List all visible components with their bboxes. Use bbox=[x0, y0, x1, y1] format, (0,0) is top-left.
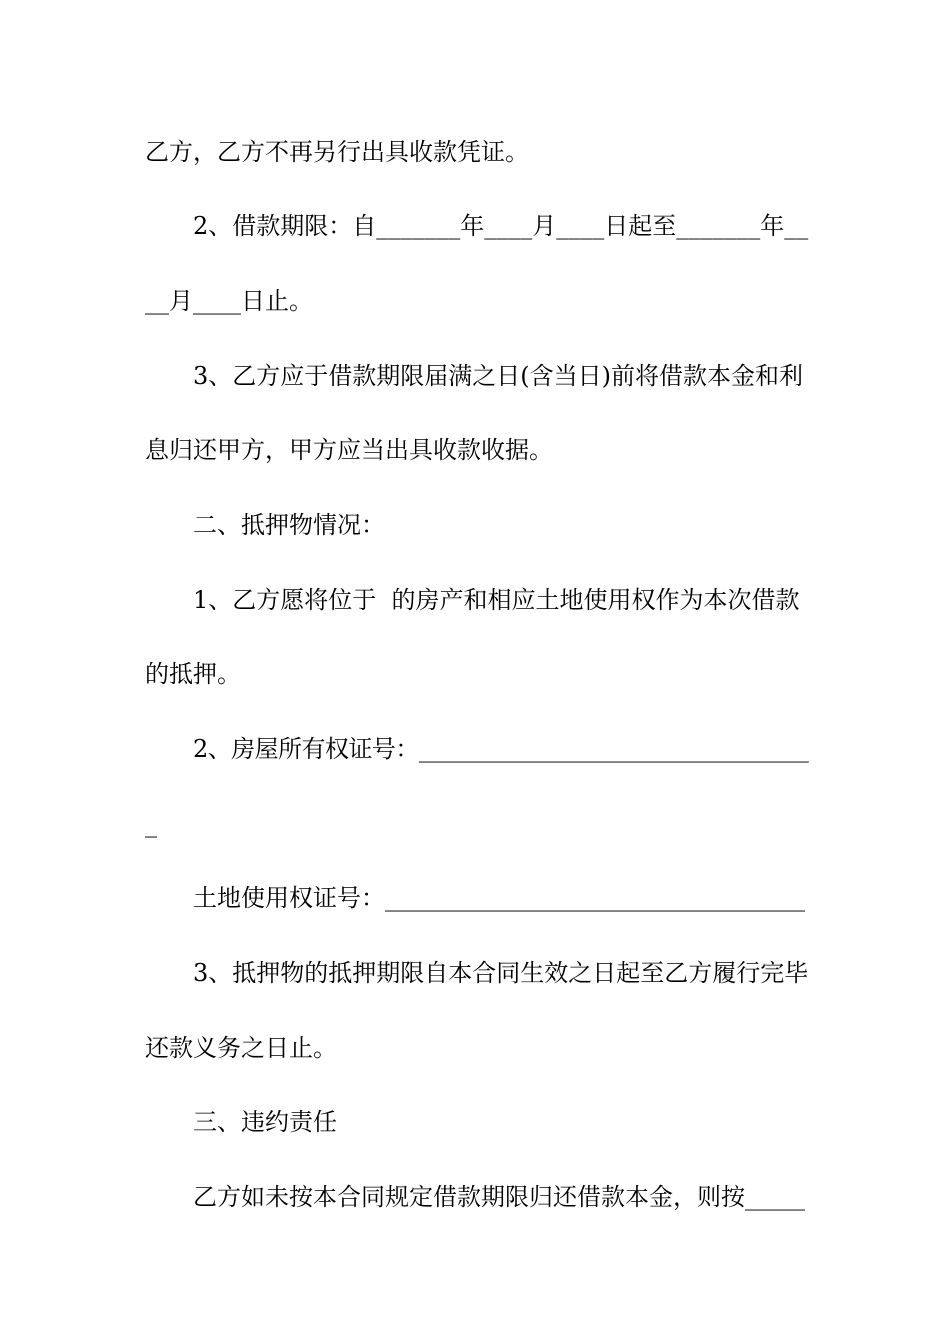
text-line: 2、借款期限：自_______年____月____日起至_______年__ bbox=[193, 212, 809, 240]
text-line: 土地使用权证号：___________________________________ bbox=[193, 884, 805, 912]
text-line: 3、抵押物的抵押期限自本合同生效之日起至乙方履行完毕 bbox=[193, 959, 809, 987]
text-line: 2、房屋所有权证号：__________________________________ bbox=[193, 735, 809, 763]
text-line: 乙方如未按本合同规定借款期限归还借款本金，则按_____ bbox=[193, 1183, 805, 1211]
text-line: 还款义务之日止。 bbox=[145, 1034, 337, 1062]
text-line: 息归还甲方，甲方应当出具收款收据。 bbox=[145, 436, 553, 464]
text-line: __月____日止。 bbox=[145, 287, 313, 315]
section-heading: 二、抵押物情况： bbox=[193, 511, 385, 539]
text-line: 乙方，乙方不再另行出具收款凭证。 bbox=[145, 138, 529, 166]
section-heading: 三、违约责任 bbox=[193, 1108, 337, 1136]
text-line: 的抵押。 bbox=[145, 660, 241, 688]
text-line: _ bbox=[145, 810, 157, 838]
text-line: 3、乙方应于借款期限届满之日(含当日)前将借款本金和利 bbox=[193, 362, 803, 390]
text-line: 1、乙方愿将位于 的房产和相应土地使用权作为本次借款 bbox=[193, 586, 800, 614]
